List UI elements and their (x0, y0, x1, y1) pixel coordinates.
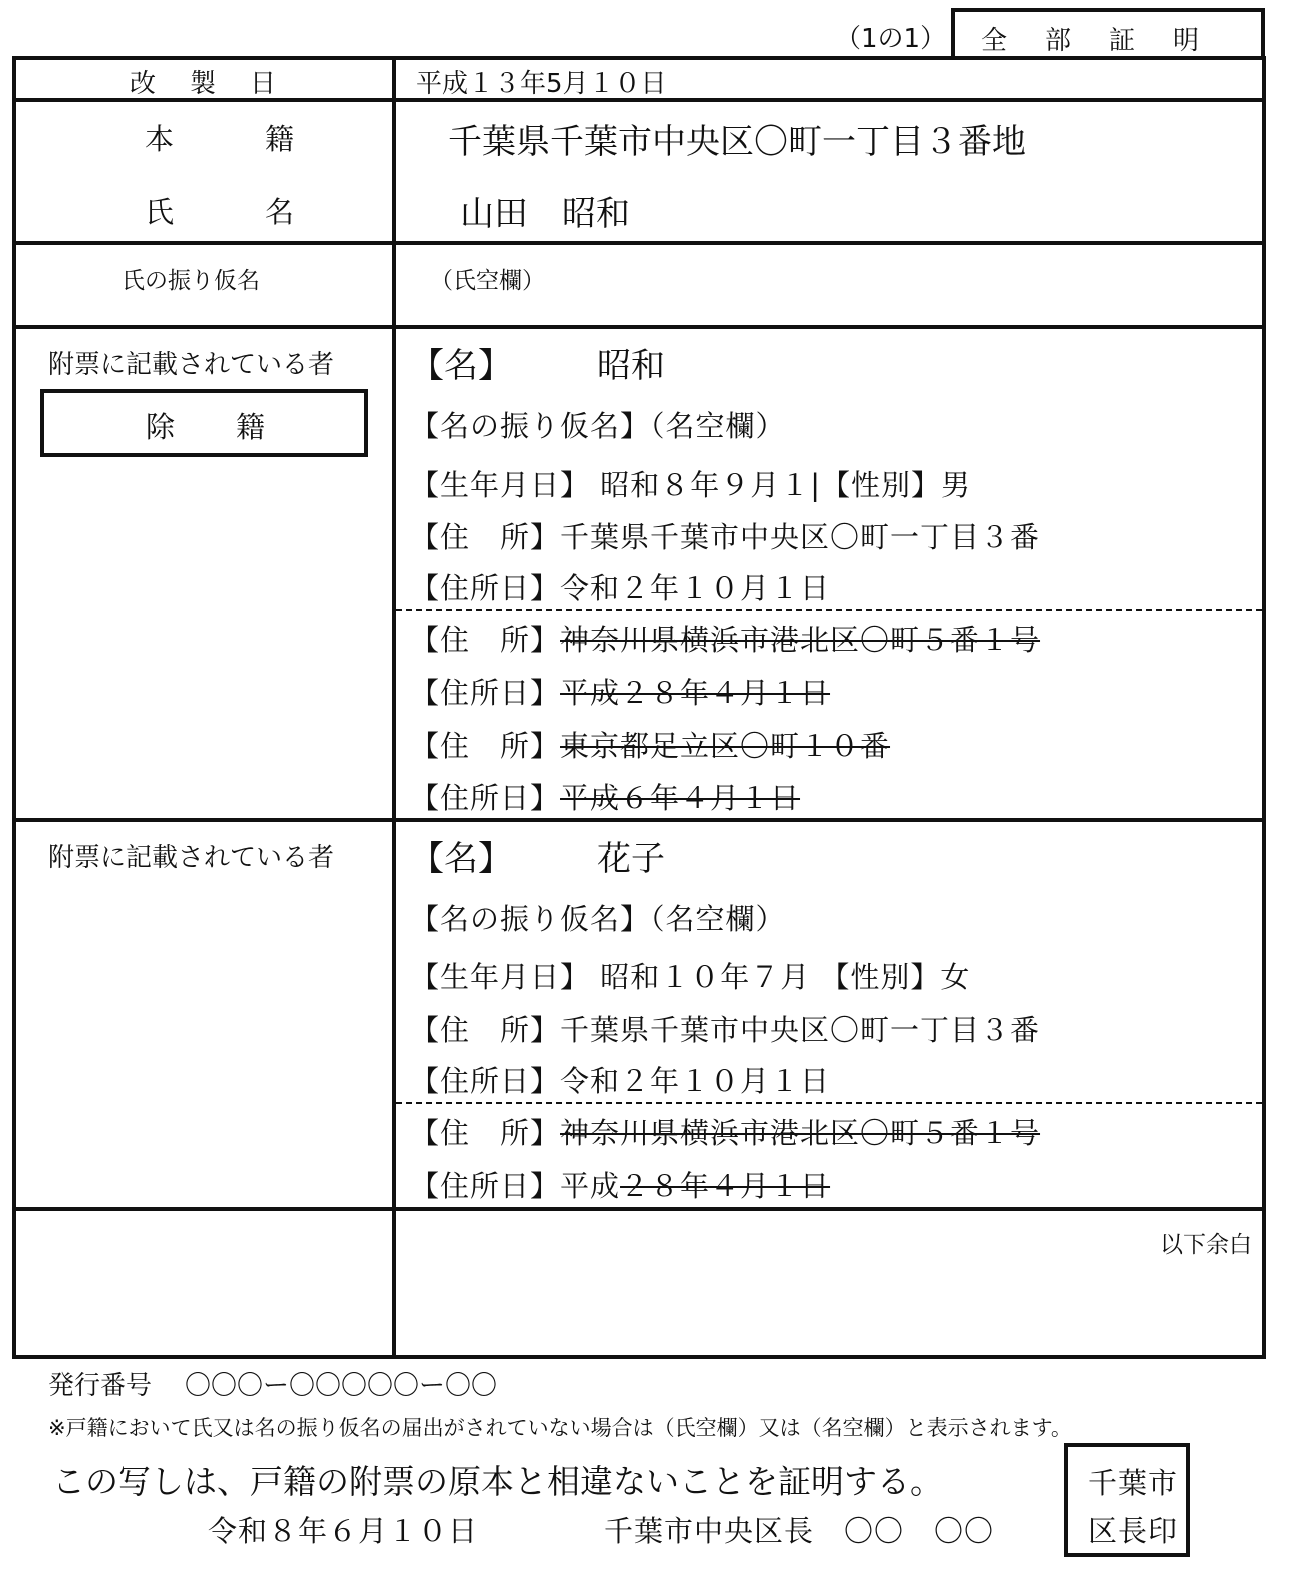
person-kana: 【名の振り仮名】（名空欄） (410, 409, 786, 443)
surname-kana-label: 氏の振り仮名 (122, 268, 260, 294)
person-birth: 【生年月日】 昭和８年９月１|【性別】男 (410, 468, 971, 502)
address-value: 千葉県千葉市中央区〇町一丁目３番 (560, 520, 1041, 554)
history-divider (396, 1102, 1262, 1104)
history-value: 神奈川県横浜市港北区〇町５番１号 (560, 1116, 1041, 1150)
history-value-plain: 平成 (560, 1169, 621, 1203)
person-address (410, 515, 1040, 556)
revision-value: 平成１３年5月１０日 (416, 69, 667, 99)
honseki-label: 本 籍 (145, 122, 296, 156)
history-address-date (410, 1164, 830, 1205)
seal-line: 区長印 (1088, 1514, 1179, 1548)
history-address (410, 618, 1040, 659)
history-key: 【住 所】 (410, 623, 561, 657)
name-label: 氏 名 (145, 195, 296, 229)
history-value: 平成２８年４月１日 (560, 676, 831, 710)
row-line (12, 1207, 1266, 1211)
history-key: 【住 所】 (410, 729, 561, 763)
person-address (410, 1008, 1040, 1049)
status-label: 除 籍 (146, 410, 267, 444)
history-address-date (410, 671, 830, 712)
person-address-date (410, 1059, 830, 1100)
page-of: （1の1） (835, 24, 947, 54)
address-key: 【住 所】 (410, 520, 561, 554)
column-divider (392, 56, 396, 1359)
history-divider (396, 609, 1262, 611)
person-birth: 【生年月日】 昭和１０年７月 【性別】女 (410, 960, 971, 994)
history-key: 【住 所】 (410, 1116, 561, 1150)
address-date-key: 【住所日】 (410, 571, 561, 605)
row-line (12, 818, 1266, 822)
history-value: 神奈川県横浜市港北区〇町５番１号 (560, 623, 1041, 657)
revision-label: 改 製 日 (130, 69, 281, 99)
history-address (410, 1111, 1040, 1152)
address-date-key: 【住所日】 (410, 1064, 561, 1098)
issue-label: 発行番号 (48, 1371, 153, 1401)
address-date-value: 令和２年１０月１日 (560, 1064, 831, 1098)
official-seal (1064, 1443, 1190, 1557)
cert-type: 全 部 証 明 (981, 26, 1206, 56)
issue-number: 〇〇〇ー〇〇〇〇〇ー〇〇 (185, 1371, 498, 1401)
address-date-value: 令和２年１０月１日 (560, 571, 831, 605)
person-address-date (410, 566, 830, 607)
row-line (12, 241, 1266, 245)
name-value: 山田 昭和 (460, 194, 630, 234)
surname-kana-value: （氏空欄） (430, 268, 545, 294)
cert-type-box (951, 8, 1265, 60)
certification-text: この写しは、戸籍の附票の原本と相違ないことを証明する。 (52, 1462, 943, 1501)
kana-note: ※戸籍において氏又は名の振り仮名の届出がされていない場合は（氏空欄）又は（名空欄）と表示されます。 (48, 1416, 1072, 1440)
history-key: 【住所日】 (410, 781, 561, 815)
person-name: 【名】 昭和 (410, 346, 665, 386)
history-value: ２８年４月１日 (620, 1169, 831, 1203)
status-box (40, 389, 368, 457)
address-key: 【住 所】 (410, 1013, 561, 1047)
history-value: 平成６年４月１日 (560, 781, 801, 815)
history-address (410, 724, 890, 765)
history-address-date (410, 776, 800, 817)
seal-line: 千葉市 (1088, 1466, 1179, 1500)
history-value: 東京都足立区〇町１０番 (560, 729, 891, 763)
person-name: 【名】 花子 (410, 839, 665, 879)
honseki-value: 千葉県千葉市中央区〇町一丁目３番地 (448, 122, 1026, 162)
issuer: 千葉市中央区長 〇〇 〇〇 (604, 1514, 995, 1548)
row-line (12, 325, 1266, 329)
history-key: 【住所日】 (410, 676, 561, 710)
remainder-note: 以下余白 (1160, 1232, 1252, 1258)
person-kana: 【名の振り仮名】（名空欄） (410, 902, 786, 936)
history-key: 【住所日】 (410, 1169, 561, 1203)
person-section-label: 附票に記載されている者 (48, 843, 335, 873)
address-value: 千葉県千葉市中央区〇町一丁目３番 (560, 1013, 1041, 1047)
issue-date: 令和８年６月１０日 (208, 1514, 479, 1548)
person-section-label: 附票に記載されている者 (48, 350, 335, 380)
